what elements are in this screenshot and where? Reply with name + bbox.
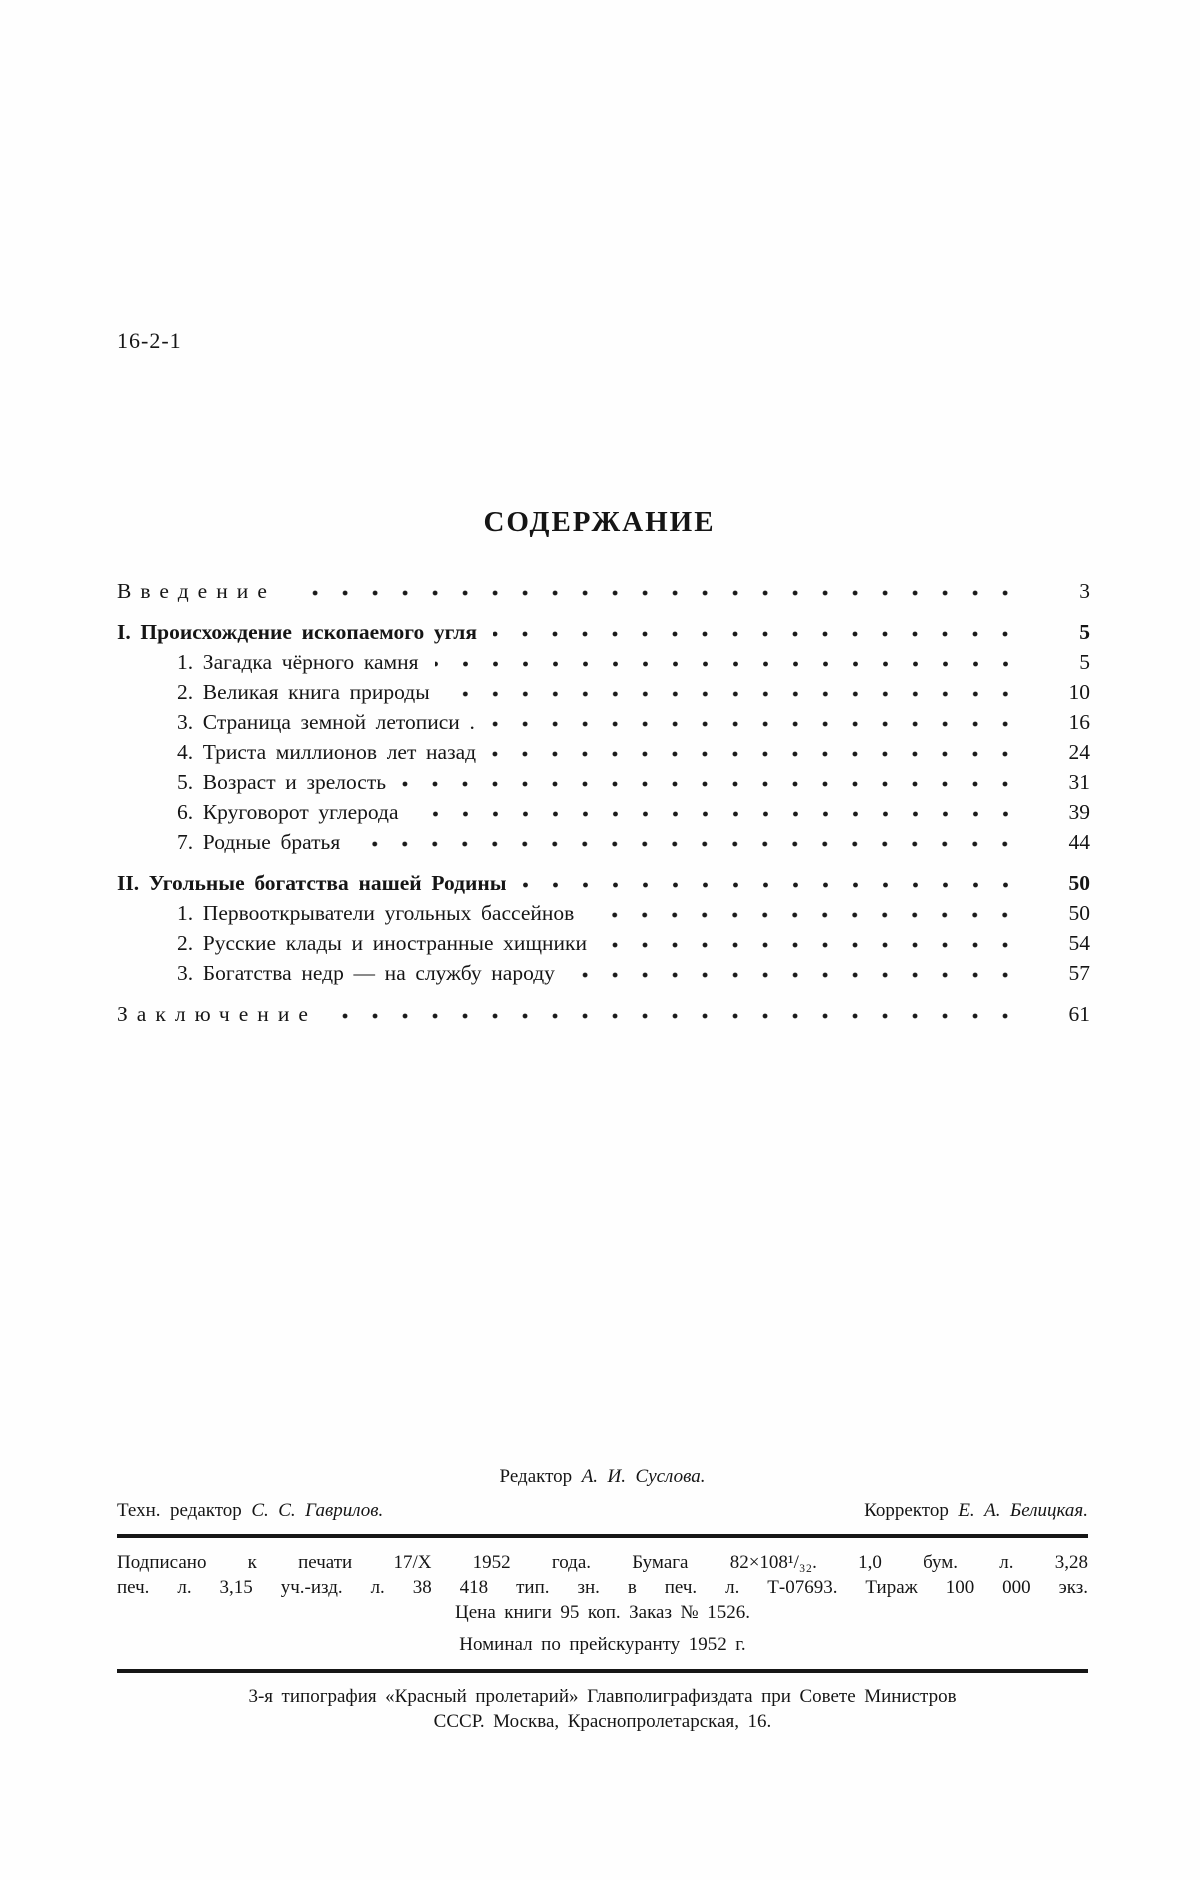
- toc-page-number: 16: [1068, 710, 1090, 734]
- toc-row: [117, 827, 1090, 857]
- dot-leader: [446, 691, 1032, 697]
- dot-leader: [571, 972, 1032, 978]
- tech-editor-name: С. С. Гаврилов.: [251, 1500, 384, 1521]
- toc-row: [117, 958, 1090, 988]
- print-info-line: Цена книги 95 коп. Заказ № 1526.: [455, 1602, 750, 1623]
- proofreader-name: Е. А. Белицкая.: [958, 1500, 1088, 1521]
- toc-row: [117, 647, 1090, 677]
- toc-page-number: 50: [1068, 871, 1090, 895]
- toc-entry-label: 2. Русские клады и иностранные хищники: [177, 931, 587, 955]
- toc-page-number: 50: [1068, 901, 1090, 925]
- toc-row: [117, 737, 1090, 767]
- dot-leader: [523, 882, 1032, 888]
- toc-row: [117, 767, 1090, 797]
- toc-row: [117, 999, 1090, 1029]
- toc-page-number: 61: [1068, 1002, 1090, 1026]
- toc-page-number: 57: [1068, 961, 1090, 985]
- print-info-line: печ. л. 3,15 уч.-изд. л. 38 418 тип. зн. в печ. л. Т-07693. Тираж 100 000 экз.: [117, 1577, 1088, 1598]
- editor-label: Редактор: [499, 1466, 573, 1487]
- print-info-line: Подписано к печати 17/X 1952 года. Бумага 82×108¹/₃₂. 1,0 бум. л. 3,28: [117, 1552, 1088, 1573]
- toc-entry-label: Введение: [117, 579, 276, 603]
- toc-row: [117, 928, 1090, 958]
- printer-line: 3-я типография «Красный пролетарий» Главполиграфиздата при Совете Министров: [248, 1686, 957, 1707]
- toc-page-number: 44: [1068, 830, 1090, 854]
- toc-row: [117, 617, 1090, 647]
- toc-page-number: 39: [1068, 800, 1090, 824]
- dot-leader: [493, 631, 1032, 637]
- toc-page-number: 5: [1079, 650, 1090, 674]
- toc-entry-label: 2. Великая книга природы: [177, 680, 430, 704]
- printer-line: СССР. Москва, Краснопролетарская, 16.: [433, 1711, 772, 1732]
- toc-entry-label: 6. Круговорот углерода: [177, 800, 399, 824]
- tech-editor-label: Техн. редактор: [117, 1500, 242, 1521]
- editor-line: [117, 1464, 1088, 1489]
- toc-entry-label: 1. Загадка чёрного камня: [177, 650, 419, 674]
- proofreader-label: Корректор: [864, 1500, 949, 1521]
- dot-leader: [435, 661, 1033, 667]
- nominal-line: Номинал по прейскуранту 1952 г.: [459, 1634, 746, 1655]
- dot-leader: [492, 751, 1032, 757]
- dot-leader: [603, 942, 1032, 948]
- page-title: СОДЕРЖАНИЕ: [483, 506, 716, 538]
- dot-leader: [356, 841, 1032, 847]
- colophon: [117, 1464, 1088, 1734]
- toc-entry-label: 3. Страница земной летописи .: [177, 710, 475, 734]
- dot-leader: [415, 811, 1032, 817]
- dot-leader: [590, 912, 1032, 918]
- toc-page-number: 54: [1068, 931, 1090, 955]
- toc-entry-label: 4. Триста миллионов лет назад: [177, 740, 477, 764]
- dot-leader: [333, 1013, 1032, 1019]
- toc-row: [117, 797, 1090, 827]
- horizontal-rule: [117, 1669, 1088, 1673]
- toc-entry-label: 7. Родные братья: [177, 830, 341, 854]
- toc-entry-label: 3. Богатства недр — на службу народу: [177, 961, 555, 985]
- table-of-contents: [117, 576, 1090, 1029]
- proofreader: [864, 1498, 1088, 1523]
- toc-row: [117, 898, 1090, 928]
- toc-row: [117, 677, 1090, 707]
- dot-leader: [292, 590, 1032, 596]
- dot-leader: [402, 781, 1032, 787]
- toc-row: [117, 707, 1090, 737]
- toc-entry-label: 1. Первооткрыватели угольных бассейнов: [177, 901, 575, 925]
- toc-entry-label: II. Угольные богатства нашей Родины: [117, 871, 507, 895]
- toc-entry-label: Заключение: [117, 1002, 317, 1026]
- toc-row: [117, 576, 1090, 606]
- toc-row: [117, 868, 1090, 898]
- tech-editor: [117, 1498, 383, 1523]
- toc-entry-label: 5. Возраст и зрелость: [177, 770, 387, 794]
- toc-page-number: 24: [1068, 740, 1090, 764]
- staff-line: [117, 1498, 1088, 1523]
- toc-page-number: 3: [1079, 579, 1090, 603]
- classification-code: 16-2-1: [117, 328, 182, 353]
- toc-entry-label: I. Происхождение ископаемого угля: [117, 620, 477, 644]
- horizontal-rule: [117, 1534, 1088, 1538]
- editor-name: А. И. Суслова.: [581, 1466, 706, 1487]
- dot-leader: [491, 721, 1032, 727]
- toc-page-number: 10: [1068, 680, 1090, 704]
- toc-page-number: 31: [1068, 770, 1090, 794]
- toc-page-number: 5: [1079, 620, 1090, 644]
